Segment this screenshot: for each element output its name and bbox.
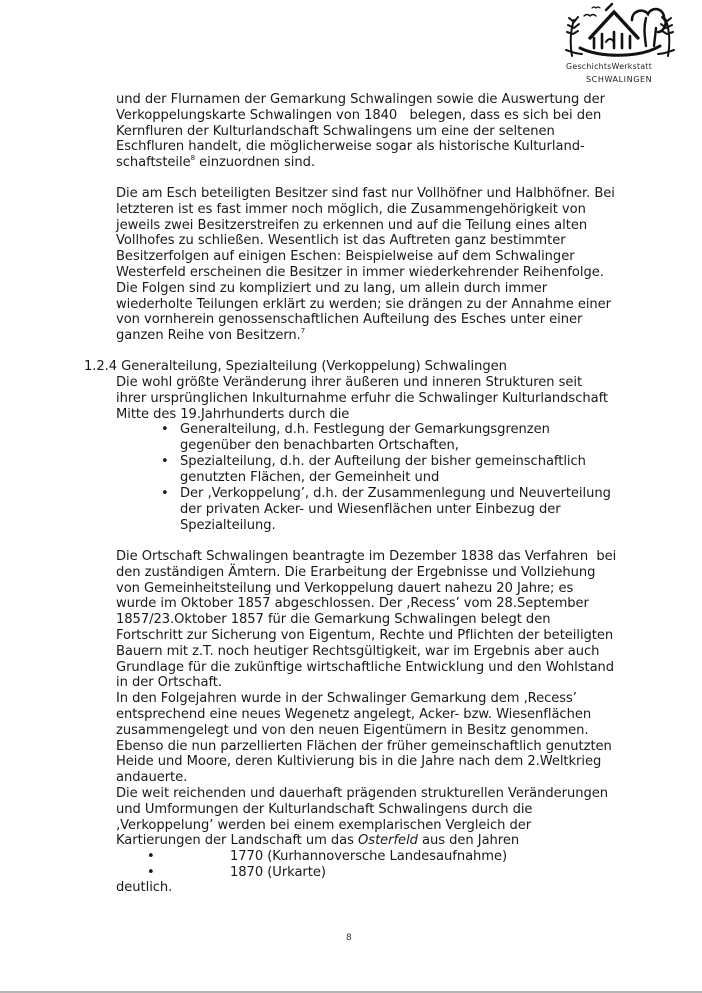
text-line: Die Folgen sind zu kompliziert und zu lang, um allein durch immer [116, 280, 548, 296]
text-line: 1770 (Kurhannoversche Landesaufnahme) [230, 849, 508, 864]
text-line: der privaten Acker- und Wiesenflächen unter Einbezug der [180, 501, 561, 517]
list-item [230, 849, 507, 865]
text-line: 1870 (Urkarte) [230, 865, 326, 880]
italic-place-name: Osterfeld [358, 833, 418, 849]
text-line: Bauern mit z.T. noch heutiger Rechtsgültigkeit, war im Ergebnis aber auch [116, 643, 600, 659]
text-line: andauerte. [116, 770, 188, 786]
text-line: ihrer ursprünglichen Inkulturnahme erfuhr die Schwalinger Kulturlandschaft [116, 390, 608, 406]
text-line: Verkoppelungskarte Schwalingen von 1840 belegen, dass es sich bei den [116, 107, 602, 123]
page-number: 8 [346, 933, 352, 943]
list-item [180, 486, 611, 533]
bullet-icon: • [161, 454, 169, 469]
text-line: 1857/23.Oktober 1857 für die Gemarkung Schwalingen belegt den [116, 612, 551, 628]
list-item [180, 422, 550, 454]
bullet-icon: • [147, 865, 155, 880]
list-item [230, 865, 326, 881]
text-line: ‚Verkoppelung’ werden bei einem exemplarischen Vergleich der [116, 817, 532, 833]
text-line [116, 833, 616, 849]
text-line: entsprechend eine neues Wegenetz angelegt, Acker- bzw. Wiesenflächen [116, 706, 592, 722]
text-line: Generalteilung, d.h. Festlegung der Gemarkungsgrenzen [180, 422, 550, 437]
text-line: letzteren ist es fast immer noch möglich, die Zusammengehörigkeit von [116, 201, 586, 217]
text-fragment: Kartierungen der Landschaft um das [116, 833, 359, 849]
text-line: Mitte des 19.Jahrhunderts durch die [116, 406, 350, 422]
text-line: Fortschritt zur Sicherung von Eigentum, Rechte und Pflichten der beteiligten [116, 627, 614, 643]
logo-text-schwalingen: SCHWALINGEN [586, 75, 653, 84]
text-line: deutlich. [116, 880, 173, 895]
text-line: und der Flurnamen der Gemarkung Schwalingen sowie die Auswertung der [116, 92, 606, 107]
text-line: zusammengelegt und von den neuen Eigentümern in Besitz genommen. [116, 722, 589, 738]
paragraph-besitzer [116, 186, 615, 344]
text-line: Westerfeld erscheinen die Besitzer in immer wiederkehrender Reihenfolge. [116, 264, 604, 280]
text-line: Die wohl größte Veränderung ihrer äußeren und inneren Strukturen seit [116, 375, 583, 390]
bullet-icon: • [161, 422, 169, 437]
text-line: Kernfluren der Kulturlandschaft Schwalingens um eine der seltenen [116, 123, 555, 139]
text-line: wiederholte Teilungen erklärt zu werden; sie drängen zu der Annahme einer [116, 296, 612, 312]
text-line: Spezialteilung, d.h. der Aufteilung der bisher gemeinschaftlich [180, 454, 586, 469]
house-with-trees-and-wheat-logo-icon [560, 2, 678, 62]
footnote-marker[interactable]: 8 [190, 153, 196, 162]
text-line: Eschfluren handelt, die möglicherweise sogar als historische Kulturland- [116, 139, 585, 155]
text-fragment: ganzen Reihe von Besitzern. [116, 328, 301, 344]
text-line: Die am Esch beteiligten Besitzer sind fast nur Vollhöfner und Halbhöfner. Bei [116, 186, 615, 201]
footnote-marker[interactable]: 7 [300, 326, 306, 335]
text-line [116, 155, 605, 171]
paragraph-flurnamen [116, 92, 605, 171]
section-heading-1-2-4 [84, 359, 507, 375]
text-line: den zuständigen Ämtern. Die Erarbeitung der Ergebnisse und Vollziehung [116, 564, 596, 580]
bullet-icon: • [147, 849, 155, 864]
text-line: Heide und Moore, deren Kultivierung bis in die Jahre nach dem 2.Weltkrieg [116, 754, 602, 770]
text-line: Die Ortschaft Schwalingen beantragte im Dezember 1838 das Verfahren bei [116, 549, 617, 564]
list-item [180, 454, 586, 486]
section-intro [116, 375, 608, 422]
text-line: Grundlage für die zukünftige wirtschaftliche Entwicklung und den Wohlstand [116, 659, 615, 675]
text-line: Der ‚Verkoppelung’, d.h. der Zusammenlegung und Neuverteilung [180, 486, 611, 501]
logo-text-geschichtswerkstatt: GeschichtsWerkstatt [566, 62, 653, 71]
text-line: von Gemeinheitsteilung und Verkoppelung dauert nahezu 20 Jahre; es [116, 580, 574, 596]
text-line: Vollhofes zu schließen. Wesentlich ist das Auftreten ganz bestimmter [116, 233, 566, 249]
closing-text [116, 880, 172, 896]
text-fragment: einzuordnen sind. [195, 155, 315, 171]
text-line: genutzten Flächen, der Gemeinheit und [180, 469, 440, 485]
text-fragment: schaftsteile [116, 155, 191, 171]
section-heading-text: 1.2.4 Generalteilung, Spezialteilung (Verkoppelung) Schwalingen [84, 359, 507, 374]
text-line: Besitzerfolgen auf einigen Eschen: Beispielweise auf dem Schwalinger [116, 249, 575, 265]
bullet-icon: • [161, 486, 169, 501]
text-line: Die weit reichenden und dauerhaft prägenden strukturellen Veränderungen [116, 785, 608, 801]
text-line: von vornherein genossenschaftlichen Aufteilung des Esches unter einer [116, 312, 583, 328]
text-line: und Umformungen der Kulturlandschaft Schwalingens durch die [116, 801, 533, 817]
text-line: gegenüber den benachbarten Ortschaften, [180, 437, 459, 453]
text-line: In den Folgejahren wurde in der Schwalinger Gemarkung dem ‚Recess’ [116, 691, 577, 707]
text-line: Spezialteilung. [180, 517, 276, 533]
text-line [116, 328, 615, 344]
geschichtswerkstatt-logo [548, 2, 688, 88]
paragraph-verfahren [116, 549, 616, 849]
text-line: wurde im Oktober 1857 abgeschlossen. Der ‚Recess’ vom 28.September [116, 596, 589, 612]
text-line: Ebenso die nun parzellierten Flächen der früher gemeinschaftlich genutzten [116, 738, 612, 754]
text-line: jeweils zwei Besitzerstreifen zu erkennen und auf die Teilung eines alten [116, 217, 588, 233]
text-fragment: aus den Jahren [417, 833, 520, 849]
text-line: in der Ortschaft. [116, 675, 223, 691]
